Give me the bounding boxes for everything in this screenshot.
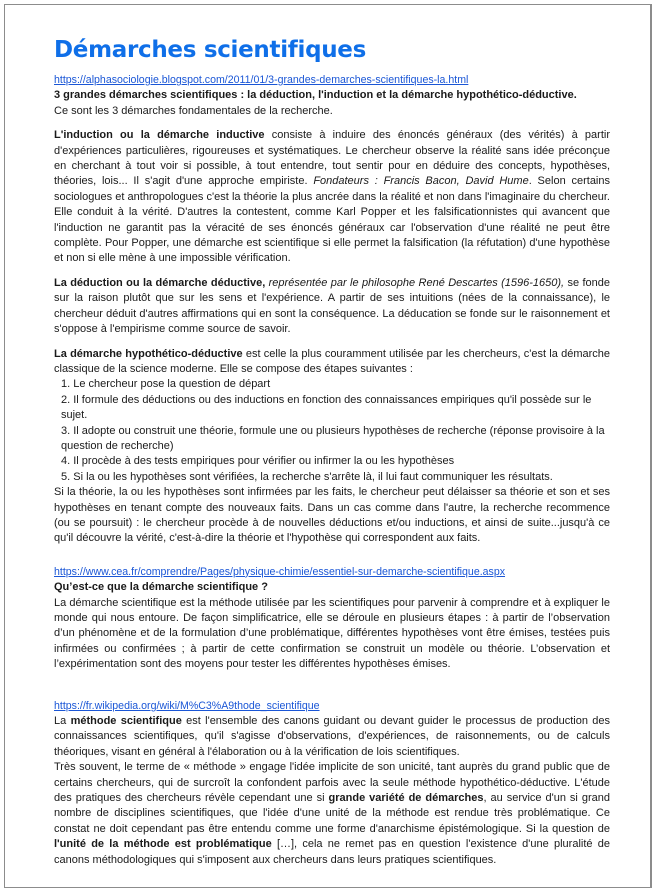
source-link-alphasociologie[interactable]: https://alphasociologie.blogspot.com/2011/01/3-grandes-demarches-scientifiques-la.html (54, 74, 469, 86)
page-title: Démarches scientifiques (54, 37, 367, 63)
hypothetico-term: La démarche hypothético-déductive (54, 347, 243, 360)
list-item: 4. Il procède à des tests empiriques pour vérifier ou infirmer la ou les hypothèses (61, 455, 455, 468)
source-link-wikipedia[interactable]: https://fr.wikipedia.org/wiki/M%C3%A9thode_scientifique (54, 699, 320, 712)
list-item: 1. Le chercheur pose la question de départ (61, 378, 271, 391)
methode-term: méthode scientifique (70, 715, 182, 728)
section2-paragraph: La démarche scientifique est la méthode utilisée par les scientifiques pour parvenir à comprendre et à expliquer le monde qui nous entoure. De façon simplificatrice, elle se déroule en plusieurs étapes : à partir de l’observation d’un phénomène et de la formulation d’une problématique, différentes hypothèses vont être émises, testées puis infirmées ou confirmées ; à partir de cette confirmation se construit un modèle ou théorie. L’observation et l’expérimentation sont des moyens pour tester les différentes hypothèses émises. (54, 596, 610, 671)
section1-intro: Ce sont les 3 démarches fondamentales de la recherche. (54, 104, 333, 117)
deduction-paragraph: La déduction ou la démarche déductive, représentée par le philosophe René Descartes (1596-1650), se fonde sur la raison plutôt que sur les sens et l'expérience. A partir de ses intuitions (nées de la connaissance), le chercheur déduit d'autres affirmations qui en sont la conséquence. La déducation se fonde sur le raisonnement et s'oppose à l'empirisme comme source de savoir. (54, 276, 610, 336)
list-item: 5. Si la ou les hypothèses sont vérifiées, la recherche s'arrête là, il lui faut communiquer les résultats. (61, 470, 553, 483)
induction-founders: Fondateurs : Francis Bacon, David Hume (313, 175, 529, 188)
source-link-cea[interactable]: https://www.cea.fr/comprendre/Pages/physique-chimie/essentiel-sur-demarche-scientifique.aspx (54, 565, 506, 578)
section1-heading: 3 grandes démarches scientifiques : la déduction, l'induction et la démarche hypothético-déductive. (54, 89, 577, 102)
list-item: 3. Il adopte ou construit une théorie, formule une ou plusieurs hypothèses de recherche (réponse provisoire à la question de recherche) (61, 424, 605, 452)
document-content (54, 35, 610, 868)
document-page (4, 4, 652, 888)
hypothetico-conclusion: Si la théorie, la ou les hypothèses sont infirmées par les faits, le chercheur peut délaisser sa théorie et son et ses hypothèses en tenant compte des nouveaux faits. Dans un cas comme dans l'autre, la recherche recommence (ou se poursuit) : le chercheur procède à de nouvelles déductions et/ou inductions, et ainsi de suite...jusqu'à ce qu'il découvre la vérité, c'est-à-dire la théorie et l'hypothèse qui correspondent aux faits. (54, 486, 610, 545)
induction-paragraph: L'induction ou la démarche inductive consiste à induire des énoncés généraux (des vérités) à partir d'expériences particulières, rigoureuses et systématiques. Le chercheur observe la réalité sans idée préconçue en cherchant à tout voir si possible, à tout entendre, tout sentir pour en déduire des concepts, hypothèses, théories, lois... Il s'agit d'une approche empiriste. Fondateurs : Francis Bacon, David Hume. Selon certains sociologues et anthropologues c'est la théorie la plus ancrée dans la réalité et non dans l'imaginaire du chercheur. Elle conduit à la vérité. D'autres la contestent, comme Karl Popper et les falsificationnistes qui avancent que l'induction ne garantit pas la véracité de ses énoncés généraux car l'observation d'une réalité ne peut être complète. Pour Popper, une démarche est scientifique si elle permet la falsification (la réfutation) d'une hypothèse et non si elle mène à une impossible vérification. (54, 129, 610, 265)
hypothetico-paragraph: La démarche hypothético-déductive est celle la plus couramment utilisée par les chercheurs, c'est la démarche classique de la science moderne. Elle se compose des étapes suivantes : (54, 347, 610, 375)
unicite-paragraph: Très souvent, le terme de « méthode » engage l'idée implicite de son unicité, tant auprès du grand public que de certains chercheurs, qui de surcroît la confondent parfois avec la seule méthode hypothético-déductive. L'étude des pratiques des chercheurs révèle cependant une si grande variété de démarches, au service d'un si grand nombre de disciplines scientifiques, que l'idée d'une unité de la méthode est rendue très problématique. Ce constat ne doit cependant pas être entendu comme une forme d'anarchisme épistémologique. Si la question de l'unité de la méthode est problématique […], cela ne remet pas en question l'existence d'une pluralité de canons méthodologiques qui s'imposent aux chercheurs dans leurs pratiques scientifiques. (54, 761, 610, 866)
list-item: 2. Il formule des déductions ou des inductions en fonction des connaissances empiriques qu'il possède sur le sujet. (61, 393, 592, 422)
deduction-term: La déduction ou la démarche déductive, (54, 276, 266, 289)
section2-heading: Qu’est-ce que la démarche scientifique ? (54, 581, 268, 594)
induction-term: L'induction ou la démarche inductive (54, 129, 265, 142)
steps-list (54, 377, 610, 485)
methode-paragraph: La méthode scientifique est l'ensemble des canons guidant ou devant guider le processus de production des connaissances scientifiques, qu'il s'agisse d'observations, d'expériences, de raisonnements, ou de calculs théoriques, visant en général à l'élaboration ou à la vérification de lois scientifiques. (54, 715, 611, 758)
